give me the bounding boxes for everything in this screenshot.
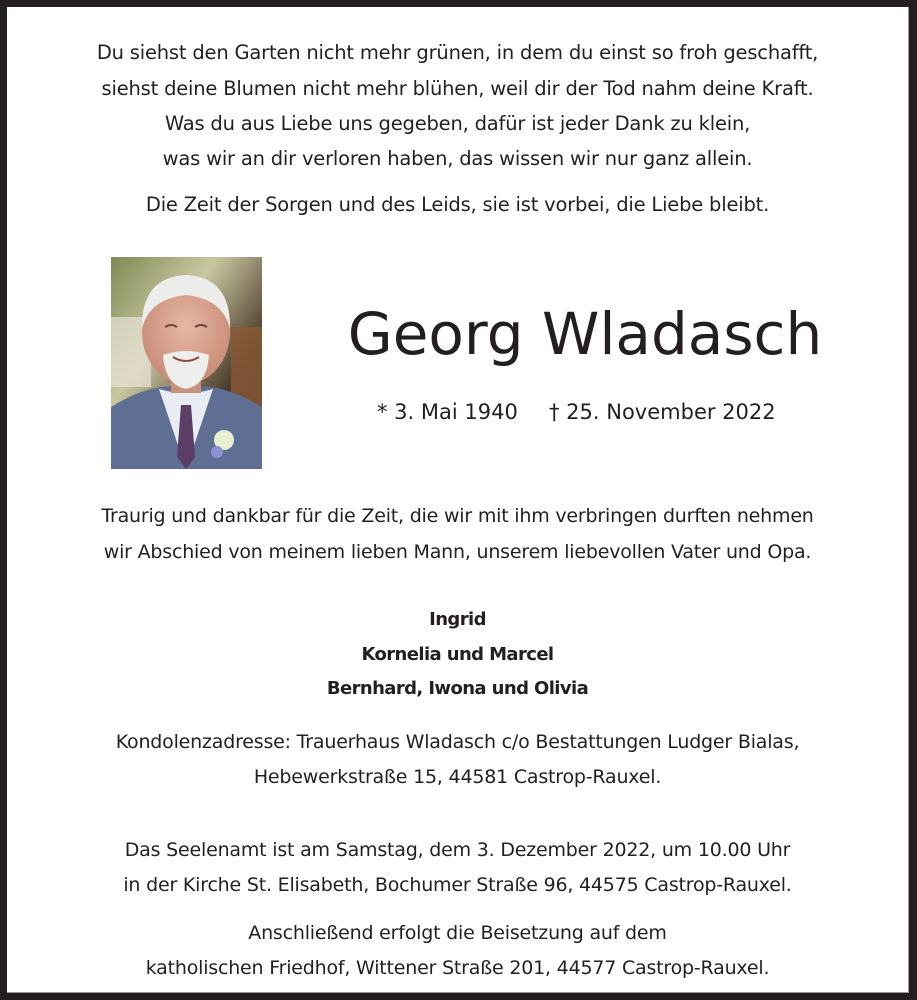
verse-closing: Die Zeit der Sorgen und des Leids, sie ist vorbei, die Liebe bleibt.: [145, 193, 770, 216]
verse-line: Du siehst den Garten nicht mehr grünen, in dem du einst so froh geschafft,: [96, 41, 819, 64]
burial-line: Anschließend erfolgt die Beisetzung auf dem: [248, 922, 667, 944]
mourner-name: Ingrid: [429, 609, 486, 630]
service-line: in der Kirche St. Elisabeth, Bochumer Straße 96, 44575 Castrop-Rauxel.: [123, 874, 792, 896]
message-line: wir Abschied von meinem lieben Mann, unserem liebevollen Vater und Opa.: [103, 541, 812, 563]
burial-line: katholischen Friedhof, Wittener Straße 201, 44577 Castrop-Rauxel.: [145, 957, 770, 979]
verse-line: siehst deine Blumen nicht mehr blühen, weil dir der Tod nahm deine Kraft.: [101, 77, 814, 100]
birth-date: * 3. Mai 1940: [377, 400, 518, 424]
verse-line: Was du aus Liebe uns gegeben, dafür ist jeder Dank zu klein,: [164, 112, 751, 135]
portrait-photo: [111, 257, 262, 469]
deceased-name: Georg Wladasch: [347, 300, 823, 368]
condolence-line: Kondolenzadresse: Trauerhaus Wladasch c/o Bestattungen Ludger Bialas,: [115, 731, 800, 753]
message-line: Traurig und dankbar für die Zeit, die wir mit ihm verbringen durften nehmen: [101, 505, 814, 527]
death-date: † 25. November 2022: [549, 400, 776, 424]
mourner-name: Kornelia und Marcel: [361, 644, 554, 665]
obituary-notice: [7, 7, 909, 993]
mourner-name: Bernhard, Iwona und Olivia: [326, 678, 589, 699]
service-line: Das Seelenamt ist am Samstag, dem 3. Dezember 2022, um 10.00 Uhr: [124, 839, 791, 861]
condolence-line: Hebewerkstraße 15, 44581 Castrop-Rauxel.: [253, 766, 662, 788]
verse-line: was wir an dir verloren haben, das wissen wir nur ganz allein.: [162, 147, 753, 170]
